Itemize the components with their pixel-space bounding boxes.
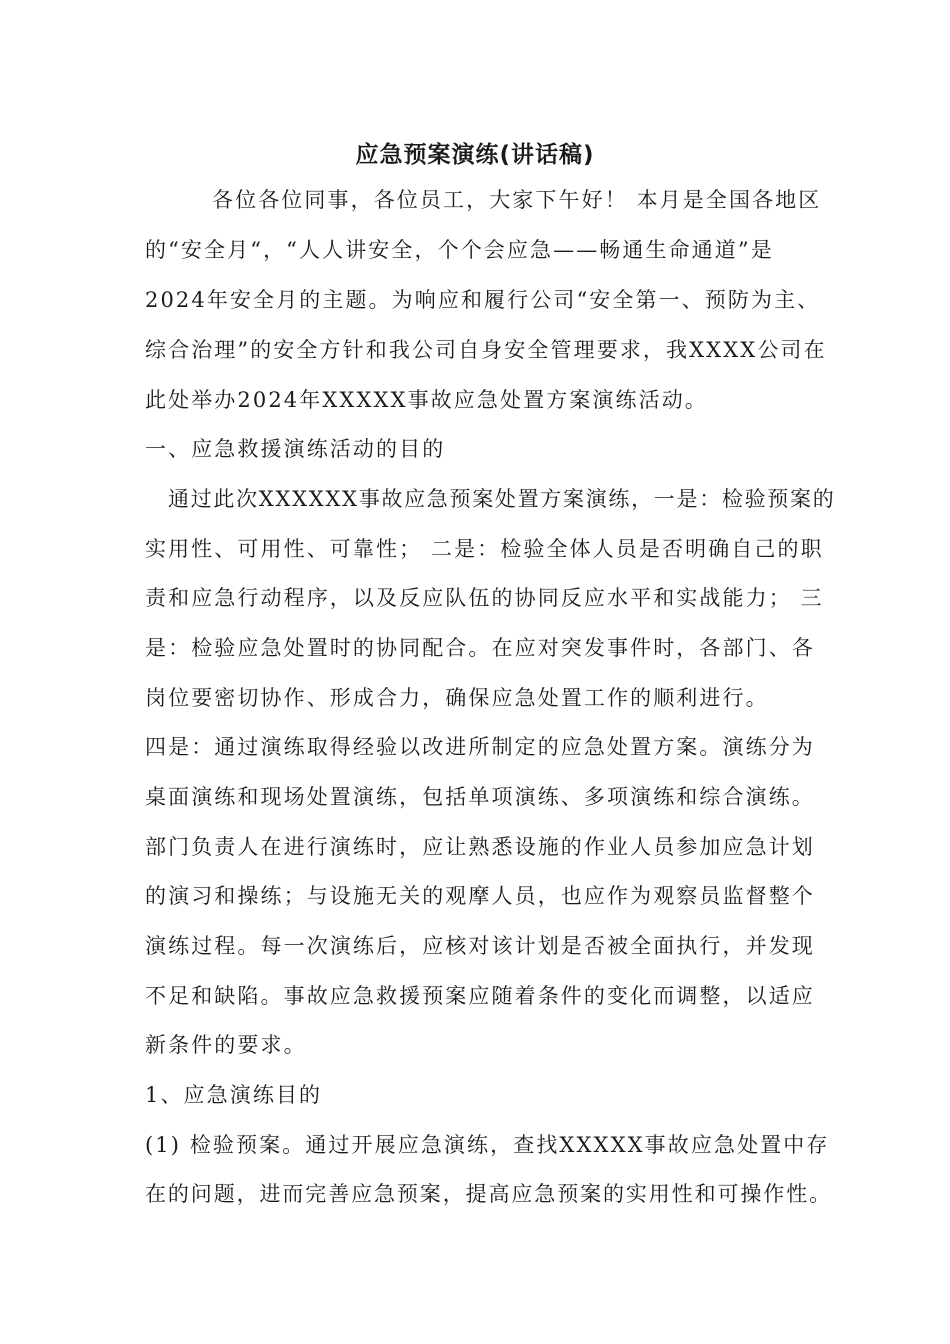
paragraph-line: 2024年安全月的主题。为响应和履行公司“安全第一、预防为主、	[145, 288, 821, 312]
paragraph-line: 不足和缺陷。事故应急救援预案应随着条件的变化而调整，以适应	[145, 984, 815, 1008]
paragraph-line: 部门负责人在进行演练时，应让熟悉设施的作业人员参加应急计划	[145, 835, 815, 859]
paragraph-line: 四是：通过演练取得经验以改进所制定的应急处置方案。演练分为	[145, 735, 815, 759]
paragraph-line: 的演习和操练；与设施无关的观摩人员，也应作为观察员监督整个	[145, 884, 815, 908]
paragraph-line: 新条件的要求。	[145, 1033, 307, 1057]
paragraph-line: 岗位要密切协作、形成合力，确保应急处置工作的顺利进行。	[145, 686, 769, 710]
paragraph-line: 实用性、可用性、可靠性； 二是：检验全体人员是否明确自己的职	[145, 537, 824, 561]
paragraph-line: 综合治理”的安全方针和我公司自身安全管理要求，我XXXX公司在	[145, 338, 827, 362]
paragraph-line: 各位各位同事，各位员工，大家下午好！ 本月是全国各地区	[212, 188, 822, 212]
paragraph-line: 是：检验应急处置时的协同配合。在应对突发事件时，各部门、各	[145, 636, 815, 660]
paragraph-line: 演练过程。每一次演练后，应核对该计划是否被全面执行，并发现	[145, 934, 815, 958]
paragraph-line: 桌面演练和现场处置演练，包括单项演练、多项演练和综合演练。	[145, 785, 815, 809]
paragraph-line: 责和应急行动程序，以及反应队伍的协同反应水平和实战能力； 三	[145, 586, 824, 610]
document-title: 应急预案演练(讲话稿)	[355, 142, 595, 168]
section-heading: 1、应急演练目的	[145, 1083, 323, 1107]
paragraph-line: 在的问题，进而完善应急预案，提高应急预案的实用性和可操作性。	[145, 1182, 832, 1206]
paragraph-line: (1) 检验预案。通过开展应急演练，查找XXXXX事故应急处置中存	[145, 1133, 830, 1157]
paragraph-line: 通过此次XXXXXX事故应急预案处置方案演练，一是：检验预案的	[168, 487, 836, 511]
paragraph-line: 此处举办2024年XXXXX事故应急处置方案演练活动。	[145, 388, 708, 412]
section-heading: 一、应急救援演练活动的目的	[145, 437, 446, 461]
paragraph-line: 的“安全月“，“人人讲安全，个个会应急——畅通生命通道”是	[145, 238, 774, 262]
